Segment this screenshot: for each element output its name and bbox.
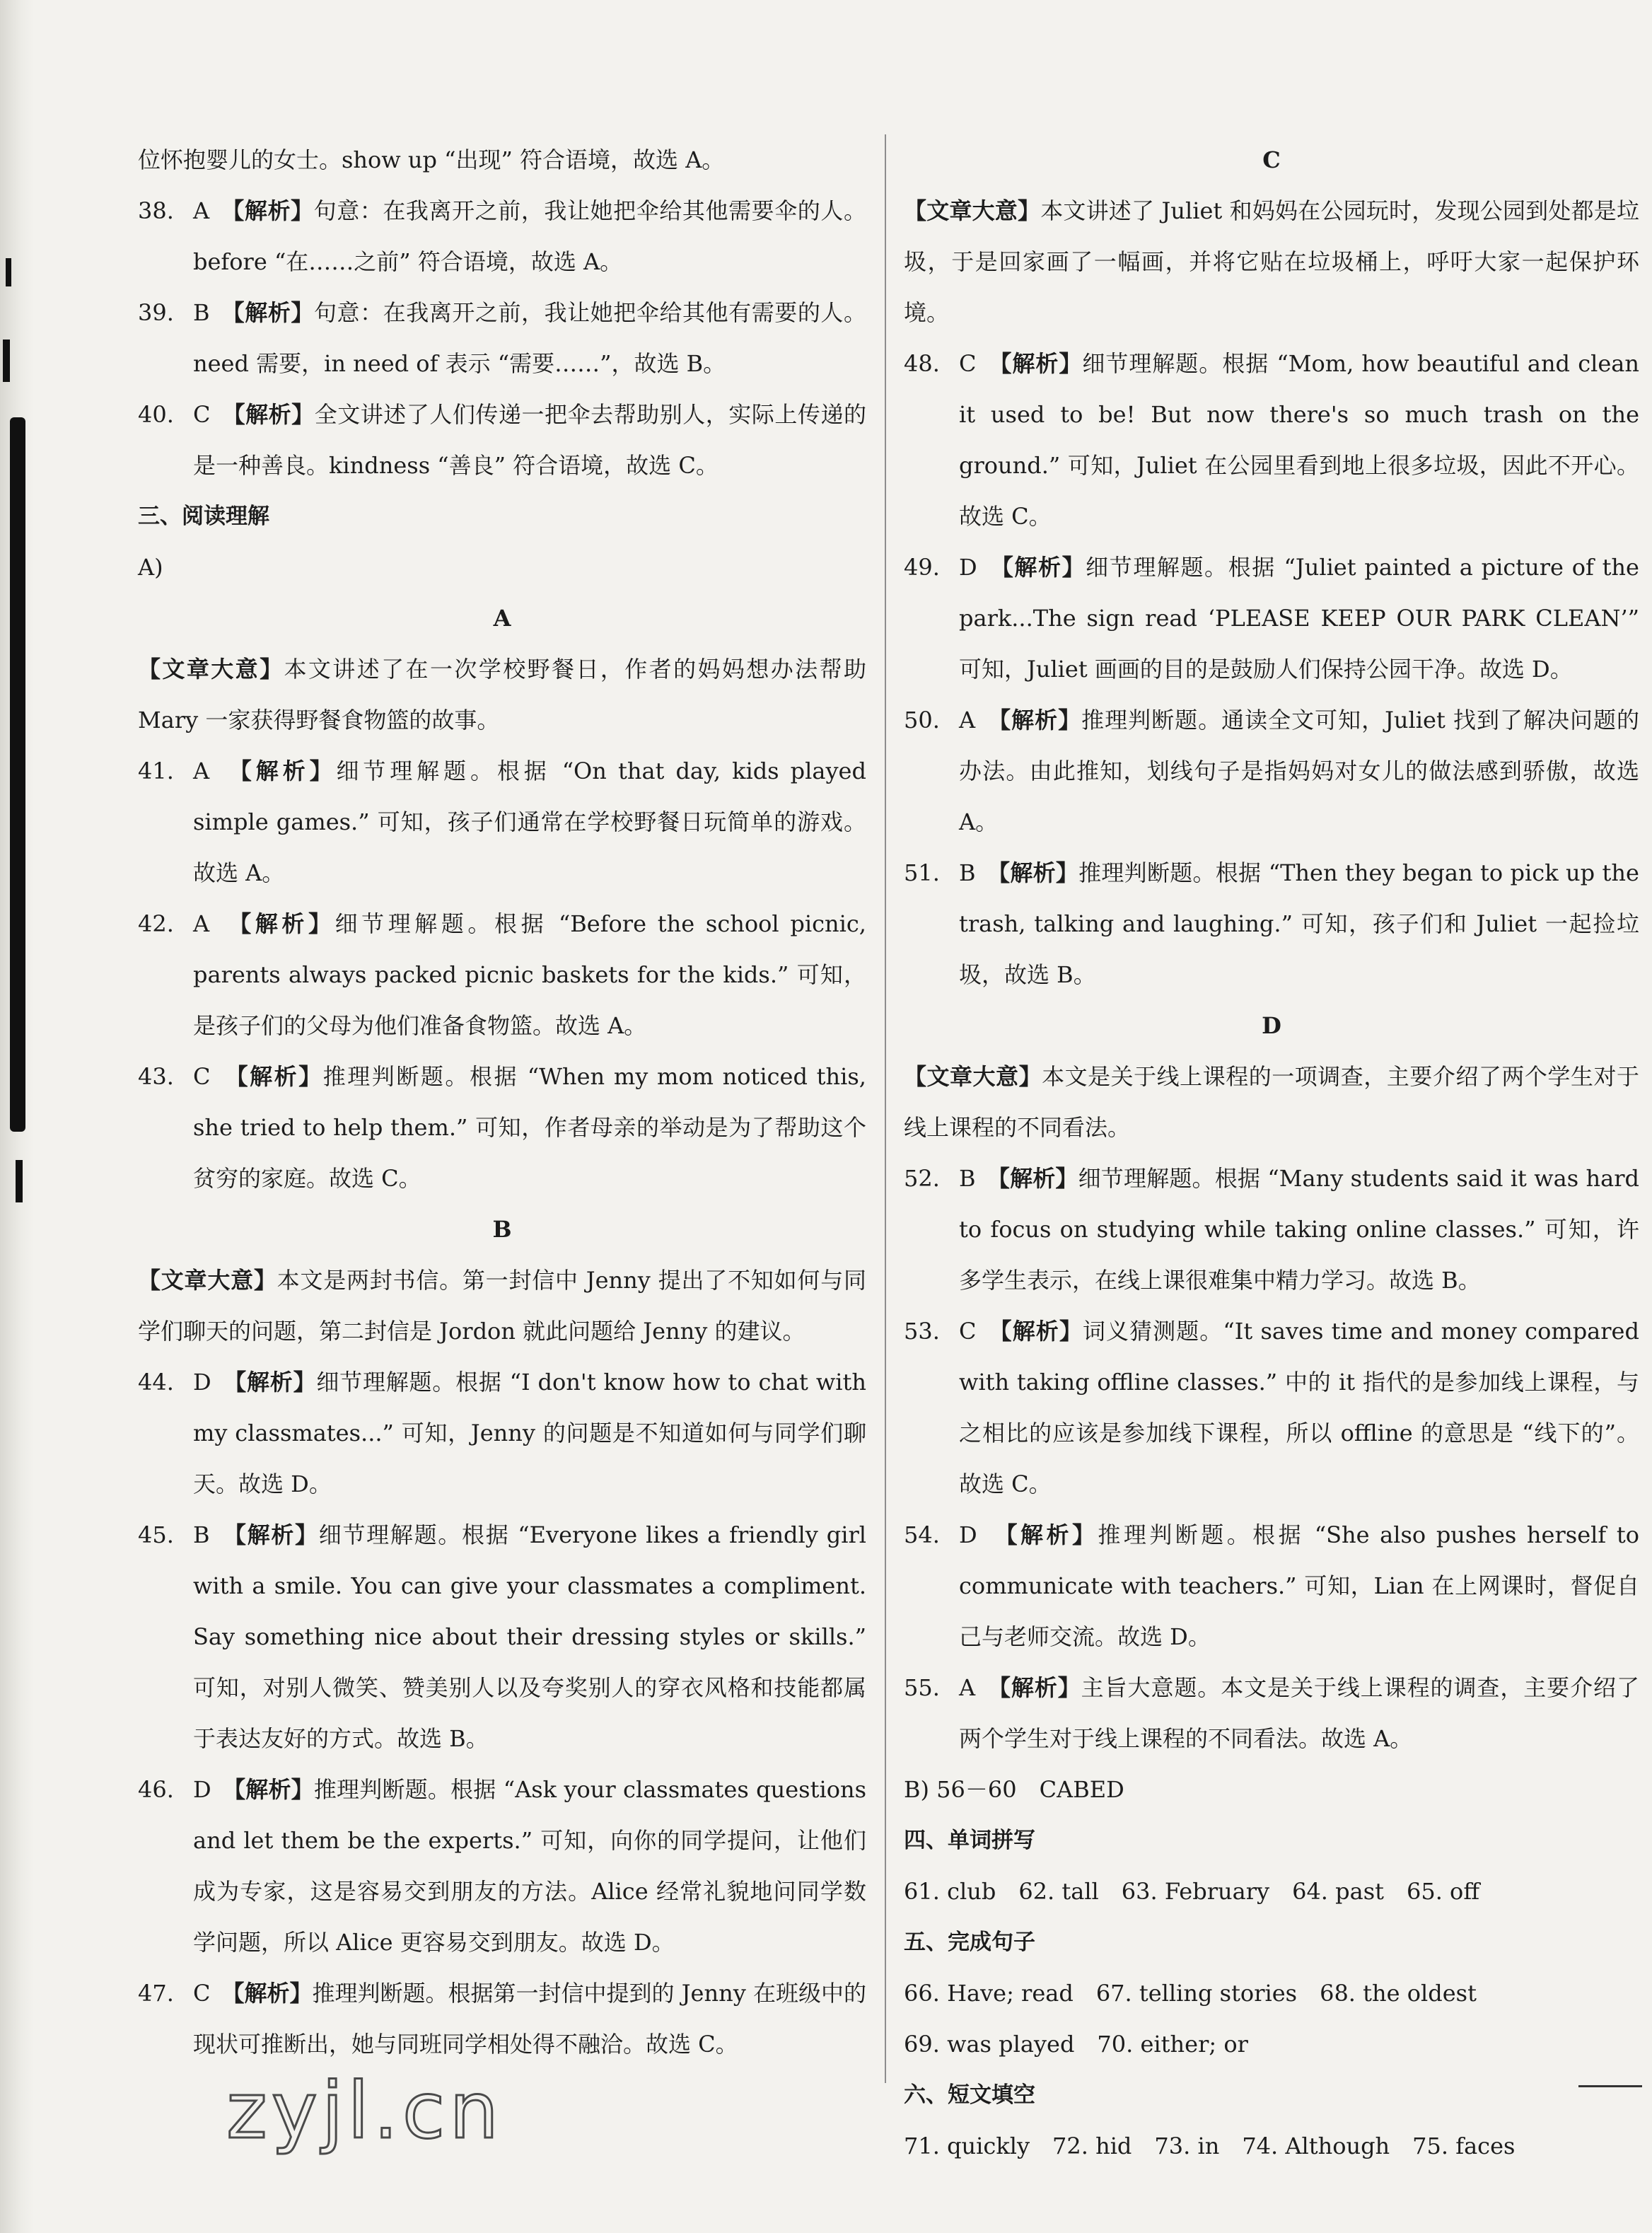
item-answer: A (193, 197, 210, 224)
answer-item (138, 1764, 866, 1968)
explanation-text: 细节理解题。根据 “Everyone likes a friendly girl with a smile. You can give your classmates a compliment. Say something nice about their dressing styles or skills.” 可知，对别人微笑、赞美别人以及夸奖别人的穿衣风格和技能都属于表达友好的方式。故选 B。 (193, 1521, 866, 1752)
answer-item (904, 542, 1639, 695)
item-explanation (959, 338, 1639, 542)
explanation-tag: 【解析】 (233, 197, 314, 224)
explanation-text: 细节理解题。根据 “Before the school picnic, parents always packed picnic baskets for the kids.” 可知，是孩子们的父母为他们准备食物篮。故选 A。 (193, 910, 866, 1039)
watermark-logo: zyjl.cn (226, 2065, 504, 2156)
explanation-text: 细节理解题。根据 “Many students said it was hard to focus on studying while taking online classes.” 可知，许多学生表示，在线上课很难集中精力学习。故选 B。 (959, 1165, 1639, 1294)
section-heading: 三、阅读理解 (138, 504, 269, 529)
answer-item (138, 1968, 866, 2070)
explanation-text: 推理判断题。根据 “She also pushes herself to communicate with teachers.” 可知，Lian 在上网课时，督促自己与老师交流。故选 D。 (959, 1521, 1639, 1650)
explanation-text: 推理判断题。通读全文可知，Juliet 找到了解决问题的办法。由此推知，划线句子是指妈妈对女儿的做法感到骄傲，故选 A。 (959, 707, 1639, 835)
passage-heading: C (1262, 146, 1281, 173)
explanation-text: 推理判断题。根据 “When my mom noticed this, she tried to help them.” 可知，作者母亲的举动是为了帮助这个贫穷的家庭。故选 C。 (193, 1063, 866, 1192)
explanation-tag: 【解析】 (235, 1369, 317, 1396)
answer-item (904, 1509, 1639, 1662)
item-explanation (193, 898, 866, 1051)
item-number: 50. (904, 707, 940, 733)
summary-tag: 【文章大意】 (138, 656, 284, 683)
answer-line: 71. quickly 72. hid 73. in 74. Although 75. faces (904, 2133, 1516, 2159)
item-answer: D (193, 1369, 211, 1396)
summary-tag: 【文章大意】 (904, 1063, 1042, 1090)
item-number: 42. (138, 910, 174, 937)
item-explanation (193, 287, 866, 389)
item-explanation (193, 1968, 866, 2070)
explanation-text: 词义猜测题。“It saves time and money compared with taking offline classes.” 中的 it 指代的是参加线上课程，与之相比的应该是参加线下课程，所以 offline 的意思是 “线下的”。故选 C。 (959, 1318, 1639, 1497)
item-number: 48. (904, 350, 940, 377)
item-answer: B (193, 299, 210, 326)
answer-item (904, 1153, 1639, 1306)
summary-text: 本文是两封书信。第一封信中 Jenny 提出了不知如何与同学们聊天的问题，第二封信是 Jordon 就此问题给 Jenny 的建议。 (138, 1267, 866, 1345)
explanation-text: 句意：在我离开之前，我让她把伞给其他需要伞的人。before “在……之前” 符合语境，故选 A。 (193, 197, 866, 275)
explanation-text: 主旨大意题。本文是关于线上课程的调查，主要介绍了两个学生对于线上课程的不同看法。故选 A。 (959, 1674, 1639, 1752)
explanation-text: 全文讲述了人们传递一把伞去帮助别人，实际上传递的是一种善良。kindness “善良” 符合语境，故选 C。 (193, 401, 866, 479)
item-answer: A (193, 758, 210, 784)
answer-line: A) (138, 554, 163, 581)
passage-summary (138, 644, 866, 746)
explanation-tag: 【解析】 (1000, 350, 1083, 377)
explanation-text: 细节理解题。根据 “Juliet painted a picture of the park...The sign read ‘PLEASE KEEP OUR PARK CLEAN’” 可知，Juliet 画画的目的是鼓励人们保持公园干净。故选 D。 (959, 554, 1639, 683)
item-explanation (959, 1153, 1639, 1306)
right-column (904, 134, 1639, 2171)
item-answer: A (193, 910, 210, 937)
answer-item (138, 287, 866, 389)
item-number: 49. (904, 554, 940, 581)
item-answer: D (959, 1521, 977, 1548)
item-explanation (959, 1306, 1639, 1509)
passage-heading: A (493, 605, 511, 632)
item-explanation (959, 847, 1639, 1000)
item-answer: D (193, 1776, 211, 1803)
left-column (138, 134, 866, 2070)
item-number: 39. (138, 299, 174, 326)
answer-line: B) 56－60 CABED (904, 1776, 1124, 1803)
answer-item (138, 1051, 866, 1204)
explanation-tag: 【解析】 (236, 1063, 323, 1090)
summary-tag: 【文章大意】 (904, 197, 1041, 224)
section-heading: 五、完成句子 (904, 1930, 1035, 1955)
answer-item (138, 898, 866, 1051)
explanation-tag: 【解析】 (999, 707, 1082, 733)
item-answer: B (959, 1165, 976, 1192)
item-answer: A (959, 707, 976, 733)
answer-item (138, 389, 866, 491)
answer-item (138, 746, 866, 898)
explanation-tag: 【解析】 (234, 1521, 319, 1548)
answer-line: 位怀抱婴儿的女士。show up “出现” 符合语境，故选 A。 (138, 146, 725, 173)
section-heading: 六、短文填空 (904, 2082, 1035, 2108)
item-number: 38. (138, 197, 174, 224)
explanation-text: 细节理解题。根据 “I don't know how to chat with my classmates...” 可知，Jenny 的问题是不知道如何与同学们聊天。故选 D。 (193, 1369, 866, 1497)
answer-item (138, 1509, 866, 1764)
answer-line: 66. Have; read 67. telling stories 68. the oldest (904, 1980, 1477, 2007)
item-explanation (959, 1509, 1639, 1662)
item-explanation (959, 542, 1639, 695)
item-answer: C (193, 1063, 211, 1090)
item-number: 55. (904, 1674, 940, 1701)
answer-item (138, 1357, 866, 1509)
explanation-tag: 【解析】 (240, 910, 335, 937)
answer-item (904, 1306, 1639, 1509)
explanation-tag: 【解析】 (1006, 1521, 1098, 1548)
item-number: 44. (138, 1369, 174, 1396)
explanation-text: 推理判断题。根据 “Ask your classmates questions and let them be the experts.” 可知，向你的同学提问，让他们成为专家，这是容易交到朋友的方法。Alice 经常礼貌地问同学数学问题，所以 Alice 更容易交到朋友。故选 D。 (193, 1776, 866, 1956)
answer-line: 69. was played 70. either; or (904, 2031, 1248, 2058)
item-number: 52. (904, 1165, 940, 1192)
passage-summary (904, 185, 1639, 338)
item-number: 45. (138, 1521, 174, 1548)
column-divider (885, 134, 886, 2083)
explanation-text: 句意：在我离开之前，我让她把伞给其他有需要的人。need 需要，in need of 表示 “需要……”，故选 B。 (193, 299, 866, 377)
summary-text: 本文讲述了在一次学校野餐日，作者的妈妈想办法帮助 Mary 一家获得野餐食物篮的故事。 (138, 656, 866, 733)
explanation-text: 推理判断题。根据第一封信中提到的 Jenny 在班级中的现状可推断出，她与同班同学相处得不融洽。故选 C。 (193, 1980, 866, 2058)
item-explanation (193, 185, 866, 287)
item-number: 51. (904, 859, 940, 886)
item-answer: B (193, 1521, 210, 1548)
item-answer: C (959, 350, 977, 377)
answer-item (904, 847, 1639, 1000)
explanation-tag: 【解析】 (240, 758, 337, 784)
answer-item (904, 695, 1639, 847)
item-answer: C (959, 1318, 977, 1345)
explanation-tag: 【解析】 (1001, 554, 1086, 581)
answer-line: 61. club 62. tall 63. February 64. past 65. off (904, 1878, 1480, 1905)
item-explanation (193, 389, 866, 491)
answer-item (904, 1662, 1639, 1764)
explanation-text: 细节理解题。根据 “On that day, kids played simple games.” 可知，孩子们通常在学校野餐日玩简单的游戏。故选 A。 (193, 758, 866, 886)
item-explanation (193, 1764, 866, 1968)
passage-summary (904, 1051, 1639, 1153)
explanation-tag: 【解析】 (998, 1165, 1078, 1192)
explanation-tag: 【解析】 (233, 401, 315, 428)
item-explanation (193, 1357, 866, 1509)
explanation-tag: 【解析】 (233, 299, 314, 326)
item-answer: C (193, 401, 211, 428)
passage-summary (138, 1255, 866, 1357)
item-number: 54. (904, 1521, 940, 1548)
item-explanation (193, 746, 866, 898)
item-answer: C (193, 1980, 211, 2007)
answer-item (138, 185, 866, 287)
item-number: 40. (138, 401, 174, 428)
item-answer: D (959, 554, 977, 581)
item-number: 53. (904, 1318, 940, 1345)
item-answer: A (959, 1674, 976, 1701)
item-explanation (959, 1662, 1639, 1764)
summary-text: 本文讲述了 Juliet 和妈妈在公园玩时，发现公园到处都是垃圾，于是回家画了一幅画，并将它贴在垃圾桶上，呼吁大家一起保护环境。 (904, 197, 1639, 326)
explanation-tag: 【解析】 (999, 1674, 1081, 1701)
item-explanation (193, 1051, 866, 1204)
item-explanation (193, 1509, 866, 1764)
explanation-text: 推理判断题。根据 “Then they began to pick up the trash, talking and laughing.” 可知，孩子们和 Juliet 一起捡垃圾，故选 B。 (959, 859, 1639, 988)
passage-heading: D (1262, 1012, 1281, 1039)
explanation-tag: 【解析】 (234, 1776, 314, 1803)
summary-tag: 【文章大意】 (138, 1267, 277, 1294)
item-answer: B (959, 859, 976, 886)
item-number: 43. (138, 1063, 174, 1090)
item-explanation (959, 695, 1639, 847)
item-number: 47. (138, 1980, 174, 2007)
item-number: 41. (138, 758, 174, 784)
footer-rule (1578, 2085, 1642, 2087)
answer-item (904, 338, 1639, 542)
explanation-tag: 【解析】 (999, 859, 1079, 886)
summary-text: 本文是关于线上课程的一项调查，主要介绍了两个学生对于线上课程的不同看法。 (904, 1063, 1639, 1141)
explanation-tag: 【解析】 (1000, 1318, 1083, 1345)
explanation-text: 细节理解题。根据 “Mom, how beautiful and clean it used to be! But now there's so much trash on the ground.” 可知，Juliet 在公园里看到地上很多垃圾，因此不开心。故选 C。 (959, 350, 1639, 530)
item-number: 46. (138, 1776, 174, 1803)
explanation-tag: 【解析】 (233, 1980, 313, 2007)
section-heading: 四、单词拼写 (904, 1828, 1035, 1853)
passage-heading: B (492, 1216, 512, 1243)
